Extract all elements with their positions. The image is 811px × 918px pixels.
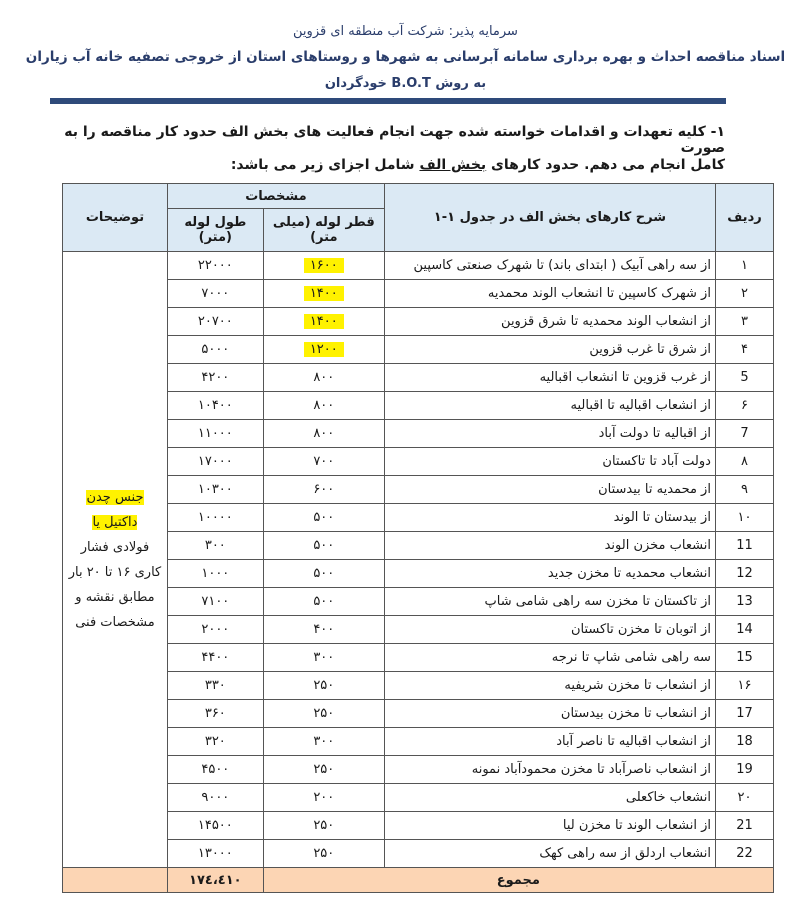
- intro-line-1: ۱- کلیه تعهدات و اقدامات خواسته شده جهت انجام فعالیت های بخش الف حدود کار مناقصه را به صورت: [64, 124, 725, 156]
- diameter-value: ۸۰۰: [313, 370, 335, 385]
- intro-underlined: بخش الف: [419, 157, 487, 173]
- notes-highlight-2: داکتیل یا: [92, 514, 138, 530]
- row-description: انشعاب خاکعلی: [384, 784, 715, 812]
- row-length: ۵۰۰۰: [167, 336, 263, 364]
- row-length: ۳۰۰: [167, 532, 263, 560]
- row-description: از اقبالیه تا دولت آباد: [384, 420, 715, 448]
- table-row: [63, 560, 774, 588]
- document-subtitle: به روش B.O.T خودگردان: [324, 76, 487, 91]
- row-length: ۳۳۰: [167, 672, 263, 700]
- table-row: [63, 672, 774, 700]
- row-number: 11: [715, 532, 773, 560]
- table-row: [63, 308, 774, 336]
- notes-cell: [63, 252, 168, 868]
- table-row: [63, 728, 774, 756]
- diameter-value: ۸۰۰: [313, 398, 335, 413]
- row-description: دولت آباد تا تاکستان: [384, 448, 715, 476]
- table-row: [63, 840, 774, 868]
- table-row: [63, 532, 774, 560]
- row-length: ۱۰۰۰۰: [167, 504, 263, 532]
- col-length-header: طول لوله (متر): [167, 209, 263, 252]
- table-row: [63, 644, 774, 672]
- row-diameter: [263, 812, 384, 840]
- row-number: 21: [715, 812, 773, 840]
- total-notes-empty: [63, 868, 168, 893]
- row-diameter: [263, 644, 384, 672]
- row-number: 15: [715, 644, 773, 672]
- row-length: ۴۴۰۰: [167, 644, 263, 672]
- col-notes-header: توضیحات: [63, 184, 168, 252]
- header-divider: [50, 98, 726, 104]
- row-length: ۱۰۳۰۰: [167, 476, 263, 504]
- table-row: [63, 448, 774, 476]
- table-row: [63, 756, 774, 784]
- row-length: ۹۰۰۰: [167, 784, 263, 812]
- row-description: انشعاب مخزن الوند: [384, 532, 715, 560]
- diameter-value: ۲۵۰: [313, 818, 335, 833]
- row-description: سه راهی شامی شاپ تا نرجه: [384, 644, 715, 672]
- table-row: [63, 252, 774, 280]
- row-length: ۱۱۰۰۰: [167, 420, 263, 448]
- row-diameter: [263, 616, 384, 644]
- document-title: اسناد مناقصه احداث و بهره برداری سامانه آبرسانی به شهرها و روستاهای استان از خروجی تصفیه خانه آب زیاران: [25, 49, 786, 65]
- table-row: [63, 280, 774, 308]
- row-description: از سه راهی آبیک ( ابتدای باند) تا شهرک صنعتی کاسپین: [384, 252, 715, 280]
- row-diameter: [263, 252, 384, 280]
- col-desc-header: شرح کارهای بخش الف در جدول ۱-۱: [384, 184, 715, 252]
- row-length: ۱۰۴۰۰: [167, 392, 263, 420]
- row-diameter: [263, 476, 384, 504]
- table-row: [63, 812, 774, 840]
- row-description: انشعاب محمدیه تا مخزن جدید: [384, 560, 715, 588]
- diameter-value: ۳۰۰: [313, 650, 335, 665]
- row-diameter: [263, 728, 384, 756]
- row-number: 5: [715, 364, 773, 392]
- table-row: [63, 504, 774, 532]
- row-diameter: [263, 840, 384, 868]
- row-description: از تاکستان تا مخزن سه راهی شامی شاپ: [384, 588, 715, 616]
- table-row: [63, 476, 774, 504]
- row-description: از شرق تا غرب قزوین: [384, 336, 715, 364]
- diameter-value: ۳۰۰: [313, 734, 335, 749]
- diameter-value: ۱۶۰۰: [304, 258, 344, 273]
- row-number: 18: [715, 728, 773, 756]
- row-description: از انشعاب تا مخزن بیدستان: [384, 700, 715, 728]
- row-description: از بیدستان تا الوند: [384, 504, 715, 532]
- row-diameter: [263, 448, 384, 476]
- notes-highlight-1: جنس چدن: [86, 489, 144, 505]
- row-diameter: [263, 336, 384, 364]
- diameter-value: ۱۴۰۰: [304, 314, 344, 329]
- row-length: ۳۶۰: [167, 700, 263, 728]
- diameter-value: ۲۵۰: [313, 678, 335, 693]
- row-description: از غرب قزوین تا انشعاب اقبالیه: [384, 364, 715, 392]
- row-length: ۳۲۰: [167, 728, 263, 756]
- scope-table: [62, 183, 774, 893]
- row-number: ۸: [715, 448, 773, 476]
- row-description: از انشعاب اقبالیه تا ناصر آباد: [384, 728, 715, 756]
- row-number: ۳: [715, 308, 773, 336]
- row-length: ۷۱۰۰: [167, 588, 263, 616]
- row-length: ۴۲۰۰: [167, 364, 263, 392]
- row-length: ۱۴۵۰۰: [167, 812, 263, 840]
- col-row-header: ردیف: [715, 184, 773, 252]
- total-row: [63, 868, 774, 893]
- row-length: ۲۲۰۰۰: [167, 252, 263, 280]
- diameter-value: ۷۰۰: [313, 454, 335, 469]
- row-description: از انشعاب اقبالیه تا اقبالیه: [384, 392, 715, 420]
- row-diameter: [263, 784, 384, 812]
- table-row: [63, 420, 774, 448]
- diameter-value: ۵۰۰: [313, 538, 335, 553]
- row-number: ۴: [715, 336, 773, 364]
- row-description: از انشعاب الوند تا مخزن لیا: [384, 812, 715, 840]
- row-length: ۲۰۷۰۰: [167, 308, 263, 336]
- table-row: [63, 336, 774, 364]
- row-diameter: [263, 364, 384, 392]
- row-number: ۹: [715, 476, 773, 504]
- row-length: ۲۰۰۰: [167, 616, 263, 644]
- row-diameter: [263, 280, 384, 308]
- diameter-value: ۵۰۰: [313, 566, 335, 581]
- diameter-value: ۱۴۰۰: [304, 286, 344, 301]
- diameter-value: ۶۰۰: [313, 482, 335, 497]
- row-diameter: [263, 672, 384, 700]
- row-number: ۲: [715, 280, 773, 308]
- notes-text: فولادی فشار کاری ۱۶ تا ۲۰ بار مطابق نقشه و مشخصات فنی: [68, 539, 162, 630]
- diameter-value: ۵۰۰: [313, 510, 335, 525]
- row-length: ۴۵۰۰: [167, 756, 263, 784]
- row-number: 7: [715, 420, 773, 448]
- row-diameter: [263, 532, 384, 560]
- row-description: از محمدیه تا بیدستان: [384, 476, 715, 504]
- row-description: از انشعاب تا مخزن شریفیه: [384, 672, 715, 700]
- table-row: [63, 616, 774, 644]
- row-number: ۱۰: [715, 504, 773, 532]
- row-number: 22: [715, 840, 773, 868]
- diameter-value: ۲۵۰: [313, 846, 335, 861]
- row-diameter: [263, 392, 384, 420]
- row-number: 19: [715, 756, 773, 784]
- row-number: 13: [715, 588, 773, 616]
- table-row: [63, 784, 774, 812]
- table-row: [63, 588, 774, 616]
- row-diameter: [263, 504, 384, 532]
- row-number: 12: [715, 560, 773, 588]
- employer-line: سرمایه پذیر: شرکت آب منطقه ای قزوین: [293, 24, 518, 39]
- row-number: 17: [715, 700, 773, 728]
- row-diameter: [263, 420, 384, 448]
- row-number: 14: [715, 616, 773, 644]
- row-number: ۱: [715, 252, 773, 280]
- row-description: از انشعاب ناصرآباد تا مخزن محمودآباد نمونه: [384, 756, 715, 784]
- table-row: [63, 700, 774, 728]
- total-label: مجموع: [263, 868, 773, 893]
- total-value: ۱۷٤،٤١٠: [167, 868, 263, 893]
- diameter-value: ۲۵۰: [313, 706, 335, 721]
- row-number: ۱۶: [715, 672, 773, 700]
- table-row: [63, 392, 774, 420]
- row-description: از شهرک کاسپین تا انشعاب الوند محمدیه: [384, 280, 715, 308]
- row-description: از انشعاب الوند محمدیه تا شرق قزوین: [384, 308, 715, 336]
- diameter-value: ۲۰۰: [313, 790, 335, 805]
- row-diameter: [263, 560, 384, 588]
- diameter-value: ۵۰۰: [313, 594, 335, 609]
- table-row: [63, 364, 774, 392]
- diameter-value: ۸۰۰: [313, 426, 335, 441]
- col-specs-header: مشخصات: [167, 184, 384, 209]
- row-number: ۲۰: [715, 784, 773, 812]
- row-length: ۱۷۰۰۰: [167, 448, 263, 476]
- intro-line-2-start: کامل انجام می دهم. حدود کارهای: [486, 157, 725, 173]
- col-diameter-header: قطر لوله (میلی متر): [263, 209, 384, 252]
- row-diameter: [263, 308, 384, 336]
- row-description: انشعاب اردلق از سه راهی کهک: [384, 840, 715, 868]
- row-diameter: [263, 756, 384, 784]
- intro-line-2-end: شامل اجزای زیر می باشد:: [230, 157, 420, 173]
- row-length: ۱۳۰۰۰: [167, 840, 263, 868]
- row-length: ۷۰۰۰: [167, 280, 263, 308]
- diameter-value: ۴۰۰: [313, 622, 335, 637]
- diameter-value: ۱۲۰۰: [304, 342, 344, 357]
- row-number: ۶: [715, 392, 773, 420]
- row-diameter: [263, 700, 384, 728]
- intro-line-2: [49, 157, 725, 173]
- row-description: از اتوبان تا مخزن تاکستان: [384, 616, 715, 644]
- diameter-value: ۲۵۰: [313, 762, 335, 777]
- row-diameter: [263, 588, 384, 616]
- row-length: ۱۰۰۰: [167, 560, 263, 588]
